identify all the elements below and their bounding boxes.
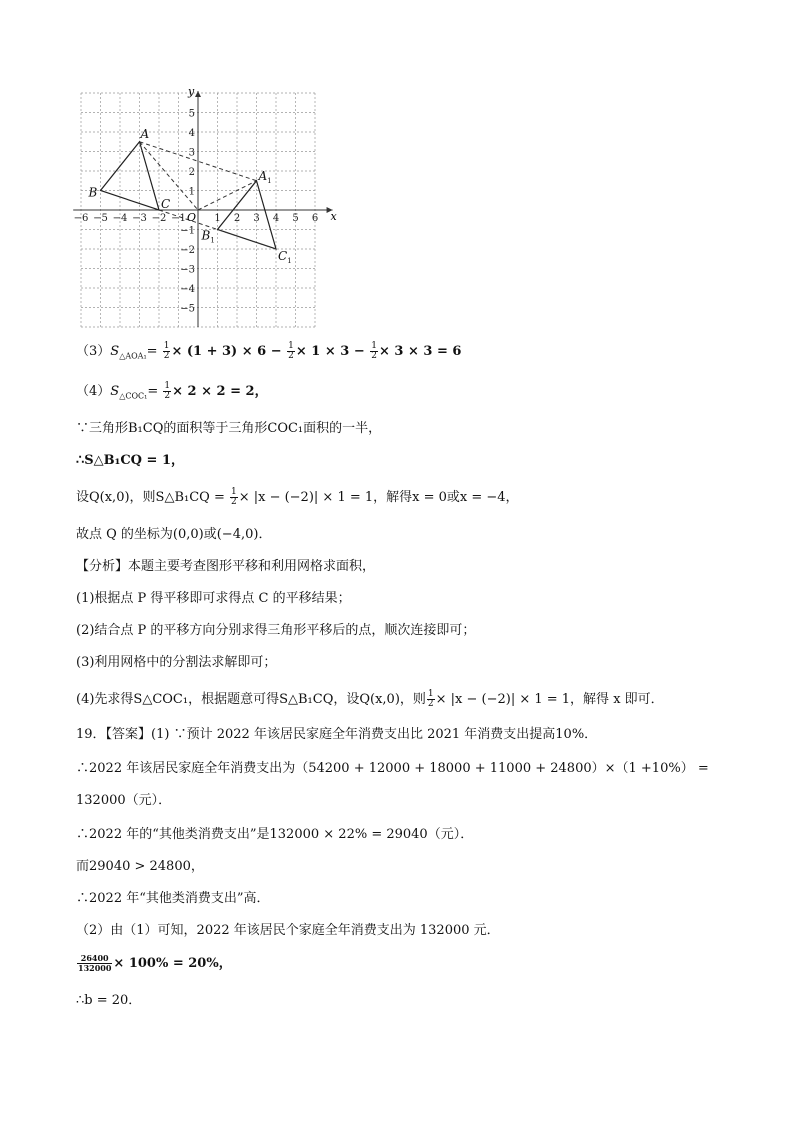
x-tick-label: 2	[233, 213, 241, 224]
y-tick-label: 2	[188, 167, 195, 178]
fraction	[370, 342, 378, 361]
x-tick-label: −2	[151, 213, 167, 224]
line-6: ∴S△B₁CQ = 1，	[76, 453, 184, 468]
line-14: 19．【答案】(1) ∵预计 2022 年该居民家庭全年消费支出比 2021 年消费支出提高10%．	[76, 727, 598, 742]
numerator: 1	[427, 689, 434, 699]
label-b1: $B_1$	[201, 228, 215, 245]
y-tick-label: 3	[188, 147, 195, 159]
x-tick-label: −6	[73, 213, 89, 224]
area-subscript: △AOA₁	[119, 351, 147, 361]
coordinate-graph	[70, 88, 350, 332]
item-label: （4）	[76, 384, 111, 399]
line-10: (1)根据点 P 得平移即可求得点 C 的平移结果；	[76, 591, 351, 606]
y-axis-label: y	[188, 88, 195, 99]
axes	[73, 91, 332, 327]
x-tick-label: 5	[292, 213, 299, 224]
numerator: 1	[288, 341, 294, 351]
label-a1: $A_1$	[258, 168, 272, 185]
numerator: 26400	[77, 954, 112, 964]
expr-part: (4)先求得S△COC₁，根据题意可得S△B₁CQ，设Q(x,0)，则	[76, 692, 426, 707]
label-a: A	[140, 126, 150, 141]
x-tick-label: 6	[311, 213, 319, 224]
subscript: 1	[210, 236, 215, 245]
fraction	[77, 954, 112, 973]
x-tick-label: 1	[214, 213, 221, 224]
numerator: 1	[164, 381, 171, 391]
line-16: 132000（元）．	[76, 793, 172, 808]
y-tick-label: −2	[180, 245, 195, 256]
segment-o-a1	[198, 181, 257, 210]
fraction	[230, 488, 238, 507]
expr-part: 设Q(x,0)，则S△B₁CQ =	[76, 490, 229, 505]
subscript: 1	[267, 176, 272, 185]
label-c: C	[161, 197, 171, 211]
label-b: B	[88, 185, 98, 200]
area-symbol: S	[110, 384, 120, 399]
line-3	[76, 342, 461, 366]
area-symbol: S	[110, 344, 120, 359]
x-tick-label: 4	[272, 213, 280, 224]
line-17: ∴2022 年的“其他类消费支出”是132000 × 22% = 29040（元）．	[76, 827, 474, 842]
denominator: 2	[427, 699, 434, 709]
expr-part: × |x − (−2)| × 1 = 1，解得x = 0或x = −4，	[238, 490, 519, 505]
expr-part: × 2 × 2 = 2，	[172, 384, 268, 399]
denominator: 2	[163, 351, 170, 361]
equals: =	[147, 384, 163, 399]
y-tick-label: −1	[180, 225, 195, 237]
denominator: 2	[371, 351, 378, 361]
y-tick-label: 1	[188, 186, 195, 198]
origin-label: O	[187, 211, 197, 224]
x-axis-label: x	[330, 210, 337, 223]
line-4	[76, 382, 268, 406]
numerator: 1	[163, 341, 170, 351]
line-22: ∴b = 20．	[76, 993, 142, 1008]
fraction	[287, 342, 295, 361]
denominator: 2	[164, 391, 171, 401]
y-tick-label: −3	[180, 264, 195, 276]
fraction	[163, 382, 171, 401]
line-12: (3)利用网格中的分割法求解即可；	[76, 655, 277, 670]
label-c1: $C_1$	[278, 249, 292, 265]
subscript: 1	[287, 257, 292, 265]
expr-part: × |x − (−2)| × 1 = 1，解得 x 即可．	[435, 692, 664, 707]
y-tick-label: −4	[180, 284, 195, 295]
line-8: 故点 Q 的坐标为(0,0)或(−4,0)．	[76, 527, 272, 542]
expr-part: × 1 × 3 −	[295, 344, 370, 359]
triangle-abc	[101, 142, 160, 210]
line-13	[76, 690, 664, 709]
x-tick-label: −3	[132, 213, 147, 224]
line-18: 而29040 > 24800，	[76, 859, 204, 874]
y-tick-label: −5	[180, 303, 195, 315]
x-tick-label: −1	[171, 213, 186, 224]
line-5: ∵三角形B₁CQ的面积等于三角形COC₁面积的一半，	[76, 421, 382, 436]
y-arrow	[195, 91, 201, 97]
y-tick-label: 5	[188, 108, 195, 120]
item-label: （3）	[76, 344, 111, 359]
line-15: ∴2022 年该居民家庭全年消费支出为（54200 + 12000 + 18000 + 11000 + 24800）×（1 +10%） =	[76, 761, 709, 776]
expr-part: × 100% = 20%，	[113, 956, 232, 971]
x-tick-label: −4	[112, 213, 128, 224]
y-tick-label: 4	[188, 128, 195, 139]
equals: =	[146, 344, 162, 359]
line-19: ∴2022 年“其他类消费支出”高．	[76, 891, 270, 906]
line-20: （2）由（1）可知，2022 年该居民个家庭全年消费支出为 132000 元．	[76, 923, 500, 938]
line-7	[76, 488, 519, 507]
x-tick-label: −5	[93, 213, 108, 224]
line-21	[76, 954, 232, 973]
expr-part: × (1 + 3) × 6 −	[171, 344, 287, 359]
x-tick-label: 3	[253, 213, 260, 224]
denominator: 2	[230, 497, 237, 507]
graph-labels	[74, 88, 338, 315]
numerator: 1	[230, 487, 237, 497]
expr-part: × 3 × 3 = 6	[379, 344, 462, 359]
numerator: 1	[371, 341, 378, 351]
area-subscript: △COC₁	[119, 391, 148, 401]
line-9: 【分析】本题主要考查图形平移和利用网格求面积，	[76, 559, 376, 574]
denominator: 132000	[78, 963, 112, 973]
fraction	[163, 342, 171, 361]
denominator: 2	[288, 351, 294, 361]
line-11: (2)结合点 P 的平移方向分别求得三角形平移后的点，顺次连接即可；	[76, 623, 476, 638]
fraction	[427, 690, 435, 709]
